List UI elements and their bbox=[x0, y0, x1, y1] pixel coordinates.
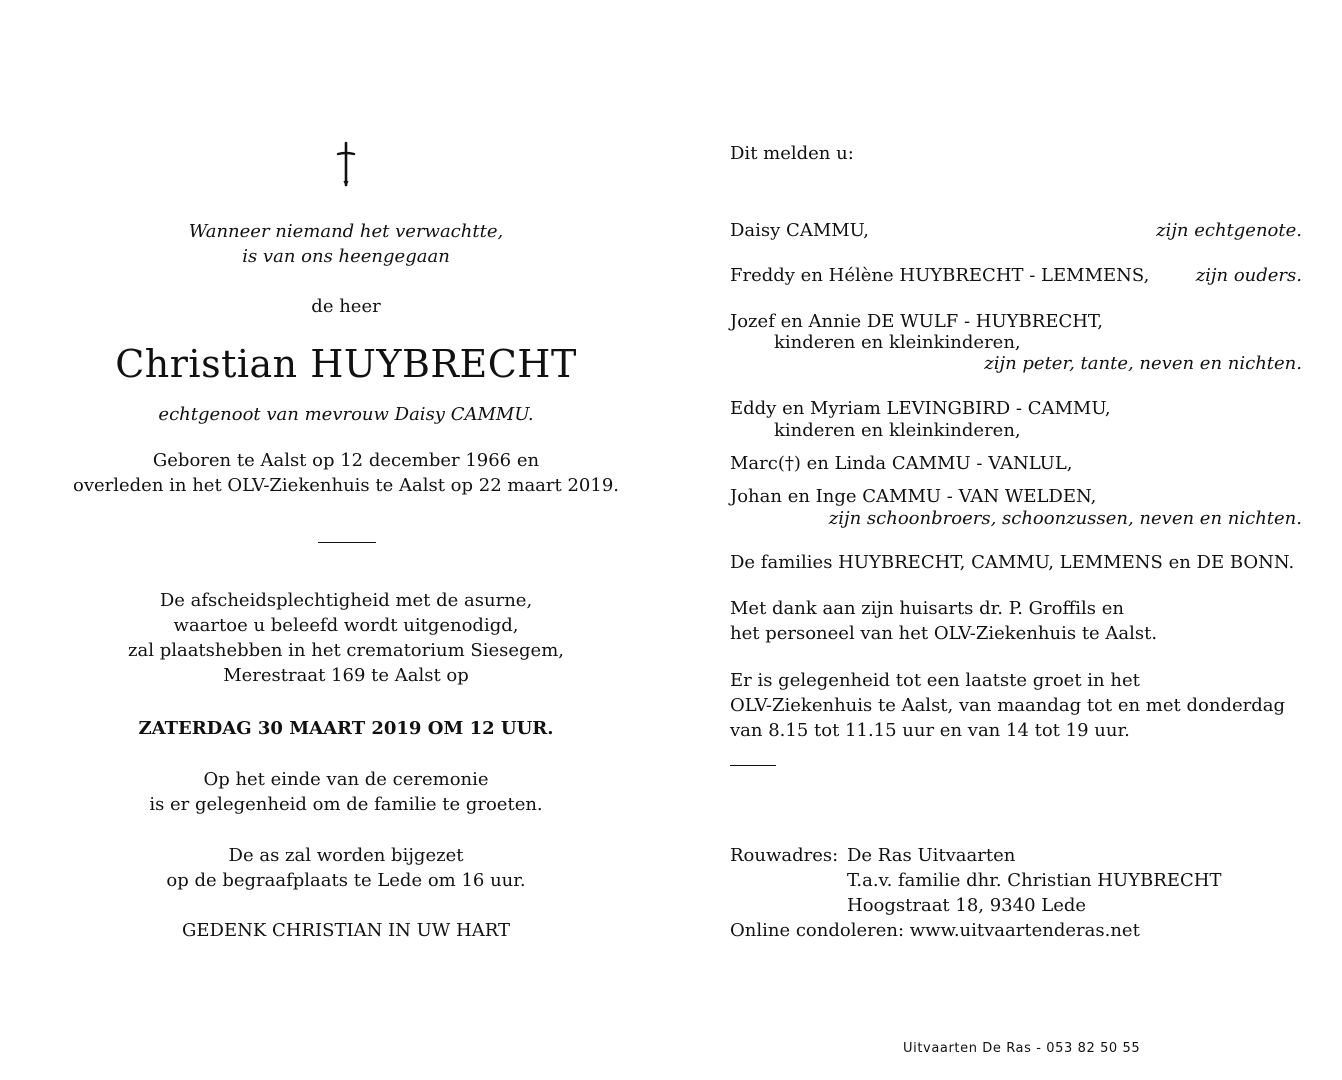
ceremony-line-4: Merestraat 169 te Aalst op bbox=[223, 665, 469, 686]
visit-line-2: OLV-Ziekenhuis te Aalst, van maandag tot en met donderdag bbox=[730, 695, 1285, 716]
burial-line-1: De as zal worden bijgezet bbox=[228, 845, 464, 866]
ceremony-line-2: waartoe u beleefd wordt uitgenodigd, bbox=[173, 615, 519, 636]
address-line-3: Hoogstraat 18, 9340 Lede bbox=[847, 895, 1087, 916]
family-name: Daisy CAMMU, bbox=[730, 220, 869, 241]
ceremony-date: ZATERDAG 30 MAART 2019 OM 12 UUR. bbox=[138, 718, 554, 739]
title-prefix: de heer bbox=[311, 296, 381, 317]
family-relation: zijn ouders. bbox=[1195, 265, 1302, 286]
death-line: overleden in het OLV-Ziekenhuis te Aalst op 22 maart 2019. bbox=[72, 475, 620, 496]
remember-line: GEDENK CHRISTIAN IN UW HART bbox=[182, 920, 510, 941]
footer-credit: Uitvaarten De Ras - 053 82 50 55 bbox=[903, 1041, 1141, 1056]
greeting-line-2: is er gelegenheid om de familie te groeten. bbox=[149, 794, 543, 815]
greeting-line-1: Op het einde van de ceremonie bbox=[203, 769, 489, 790]
address-line-1 bbox=[730, 843, 1302, 868]
ceremony-line-3: zal plaatshebben in het crematorium Siesegem, bbox=[128, 640, 564, 661]
family-relation: zijn echtgenote. bbox=[1156, 220, 1302, 241]
family-name: Johan en Inge CAMMU - VAN WELDEN, bbox=[730, 486, 1097, 507]
family-name: Freddy en Hélène HUYBRECHT - LEMMENS, bbox=[730, 265, 1150, 286]
ceremony-line-1: De afscheidsplechtigheid met de asurne, bbox=[159, 590, 533, 611]
family-entry bbox=[730, 263, 1302, 288]
family-sub: kinderen en kleinkinderen, bbox=[774, 420, 1021, 441]
family-name: Jozef en Annie DE WULF - HUYBRECHT, bbox=[730, 311, 1104, 332]
announcement-heading: Dit melden u: bbox=[730, 143, 854, 164]
family-name: Marc(†) en Linda CAMMU - VANLUL, bbox=[730, 453, 1073, 474]
visit-line-1: Er is gelegenheid tot een laatste groet in het bbox=[730, 670, 1140, 691]
right-page bbox=[730, 0, 1302, 1080]
intro-line-1: Wanneer niemand het verwachtte, bbox=[188, 221, 504, 242]
birth-line: Geboren te Aalst op 12 december 1966 en bbox=[152, 450, 540, 471]
family-relation: zijn schoonbroers, schoonzussen, neven en nichten. bbox=[828, 508, 1302, 529]
address-line-2: T.a.v. familie dhr. Christian HUYBRECHT bbox=[847, 870, 1222, 891]
family-relation: zijn peter, tante, neven en nichten. bbox=[984, 353, 1302, 374]
divider bbox=[730, 765, 776, 766]
online-condolences: Online condoleren: www.uitvaartenderas.net bbox=[730, 920, 1140, 941]
address-label: Rouwadres: bbox=[730, 845, 839, 866]
intro-line-2: is van ons heengegaan bbox=[242, 246, 450, 267]
divider bbox=[318, 542, 376, 543]
family-name: Eddy en Myriam LEVINGBIRD - CAMMU, bbox=[730, 398, 1111, 419]
burial-line-2: op de begraafplaats te Lede om 16 uur. bbox=[166, 870, 526, 891]
deceased-name: Christian HUYBRECHT bbox=[115, 342, 577, 386]
thanks-line-2: het personeel van het OLV-Ziekenhuis te Aalst. bbox=[730, 623, 1158, 644]
visit-line-3: van 8.15 tot 11.15 uur en van 14 tot 19 uur. bbox=[730, 720, 1130, 741]
address-name: De Ras Uitvaarten bbox=[847, 845, 1016, 866]
family-entry bbox=[730, 218, 1302, 243]
family-sub: kinderen en kleinkinderen, bbox=[774, 332, 1021, 353]
left-page bbox=[40, 0, 652, 1080]
spouse-line: echtgenoot van mevrouw Daisy CAMMU. bbox=[158, 404, 534, 425]
thanks-line-1: Met dank aan zijn huisarts dr. P. Groffils en bbox=[730, 598, 1124, 619]
families-line: De families HUYBRECHT, CAMMU, LEMMENS en DE BONN. bbox=[730, 552, 1295, 573]
cross-icon bbox=[334, 141, 358, 187]
